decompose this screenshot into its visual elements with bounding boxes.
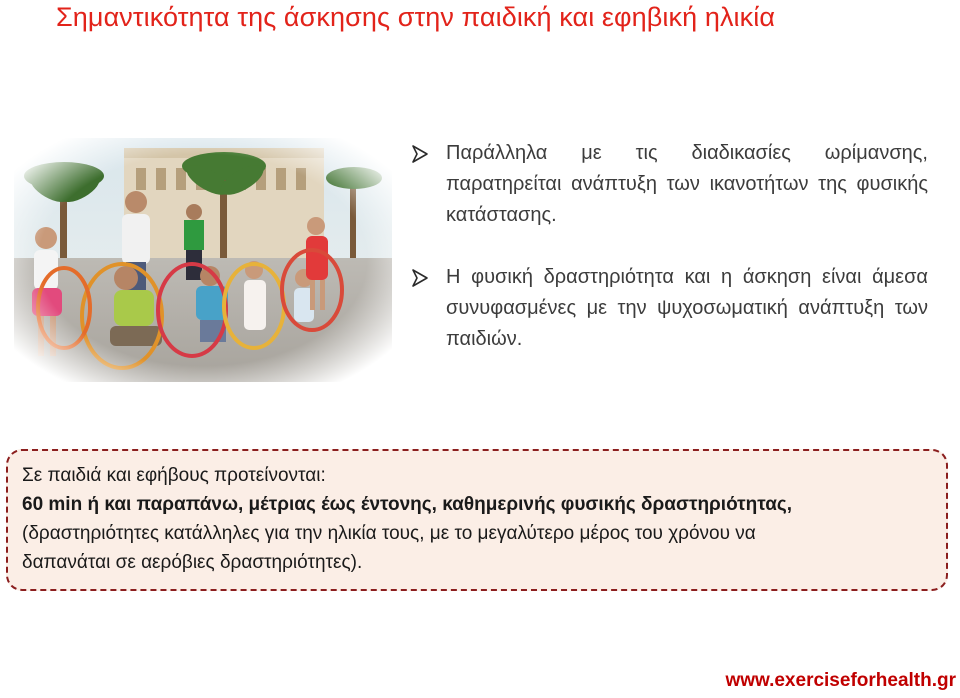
bullet-list bbox=[408, 138, 928, 386]
bullet-item bbox=[408, 138, 928, 231]
bullet-text: Η φυσική δραστηριότητα και η άσκηση είναι άμεσα συνυφασμένες με την ψυχοσωματική ανάπτυξη των παιδιών. bbox=[446, 266, 928, 350]
recommendation-box bbox=[6, 449, 948, 591]
arrow-bullet-icon bbox=[410, 144, 430, 164]
slide-title: Σημαντικότητα της άσκησης στην παιδική και εφηβική ηλικία bbox=[56, 2, 776, 32]
recommendation-detail-2: δαπανάται σε αερόβιες δραστηριότητες). bbox=[22, 552, 363, 573]
children-playing-photo bbox=[14, 138, 392, 382]
recommendation-detail-1: (δραστηριότητες κατάλληλες για την ηλικία τους, με το μεγαλύτερο μέρος του χρόνου να bbox=[22, 523, 756, 544]
bullet-text: Παράλληλα με τις διαδικασίες ωρίμανσης, παρατηρείται ανάπτυξη των ικανοτήτων της φυσικής κατάστασης. bbox=[446, 142, 928, 226]
bullet-item bbox=[408, 262, 928, 355]
arrow-bullet-icon bbox=[410, 268, 430, 288]
recommendation-main: 60 min ή και παραπάνω, μέτριας έως έντονης, καθημερινής φυσικής δραστηριότητας, bbox=[22, 494, 793, 515]
recommendation-intro: Σε παιδιά και εφήβους προτείνονται: bbox=[22, 465, 326, 486]
website-link[interactable]: www.exerciseforhealth.gr bbox=[725, 670, 956, 691]
